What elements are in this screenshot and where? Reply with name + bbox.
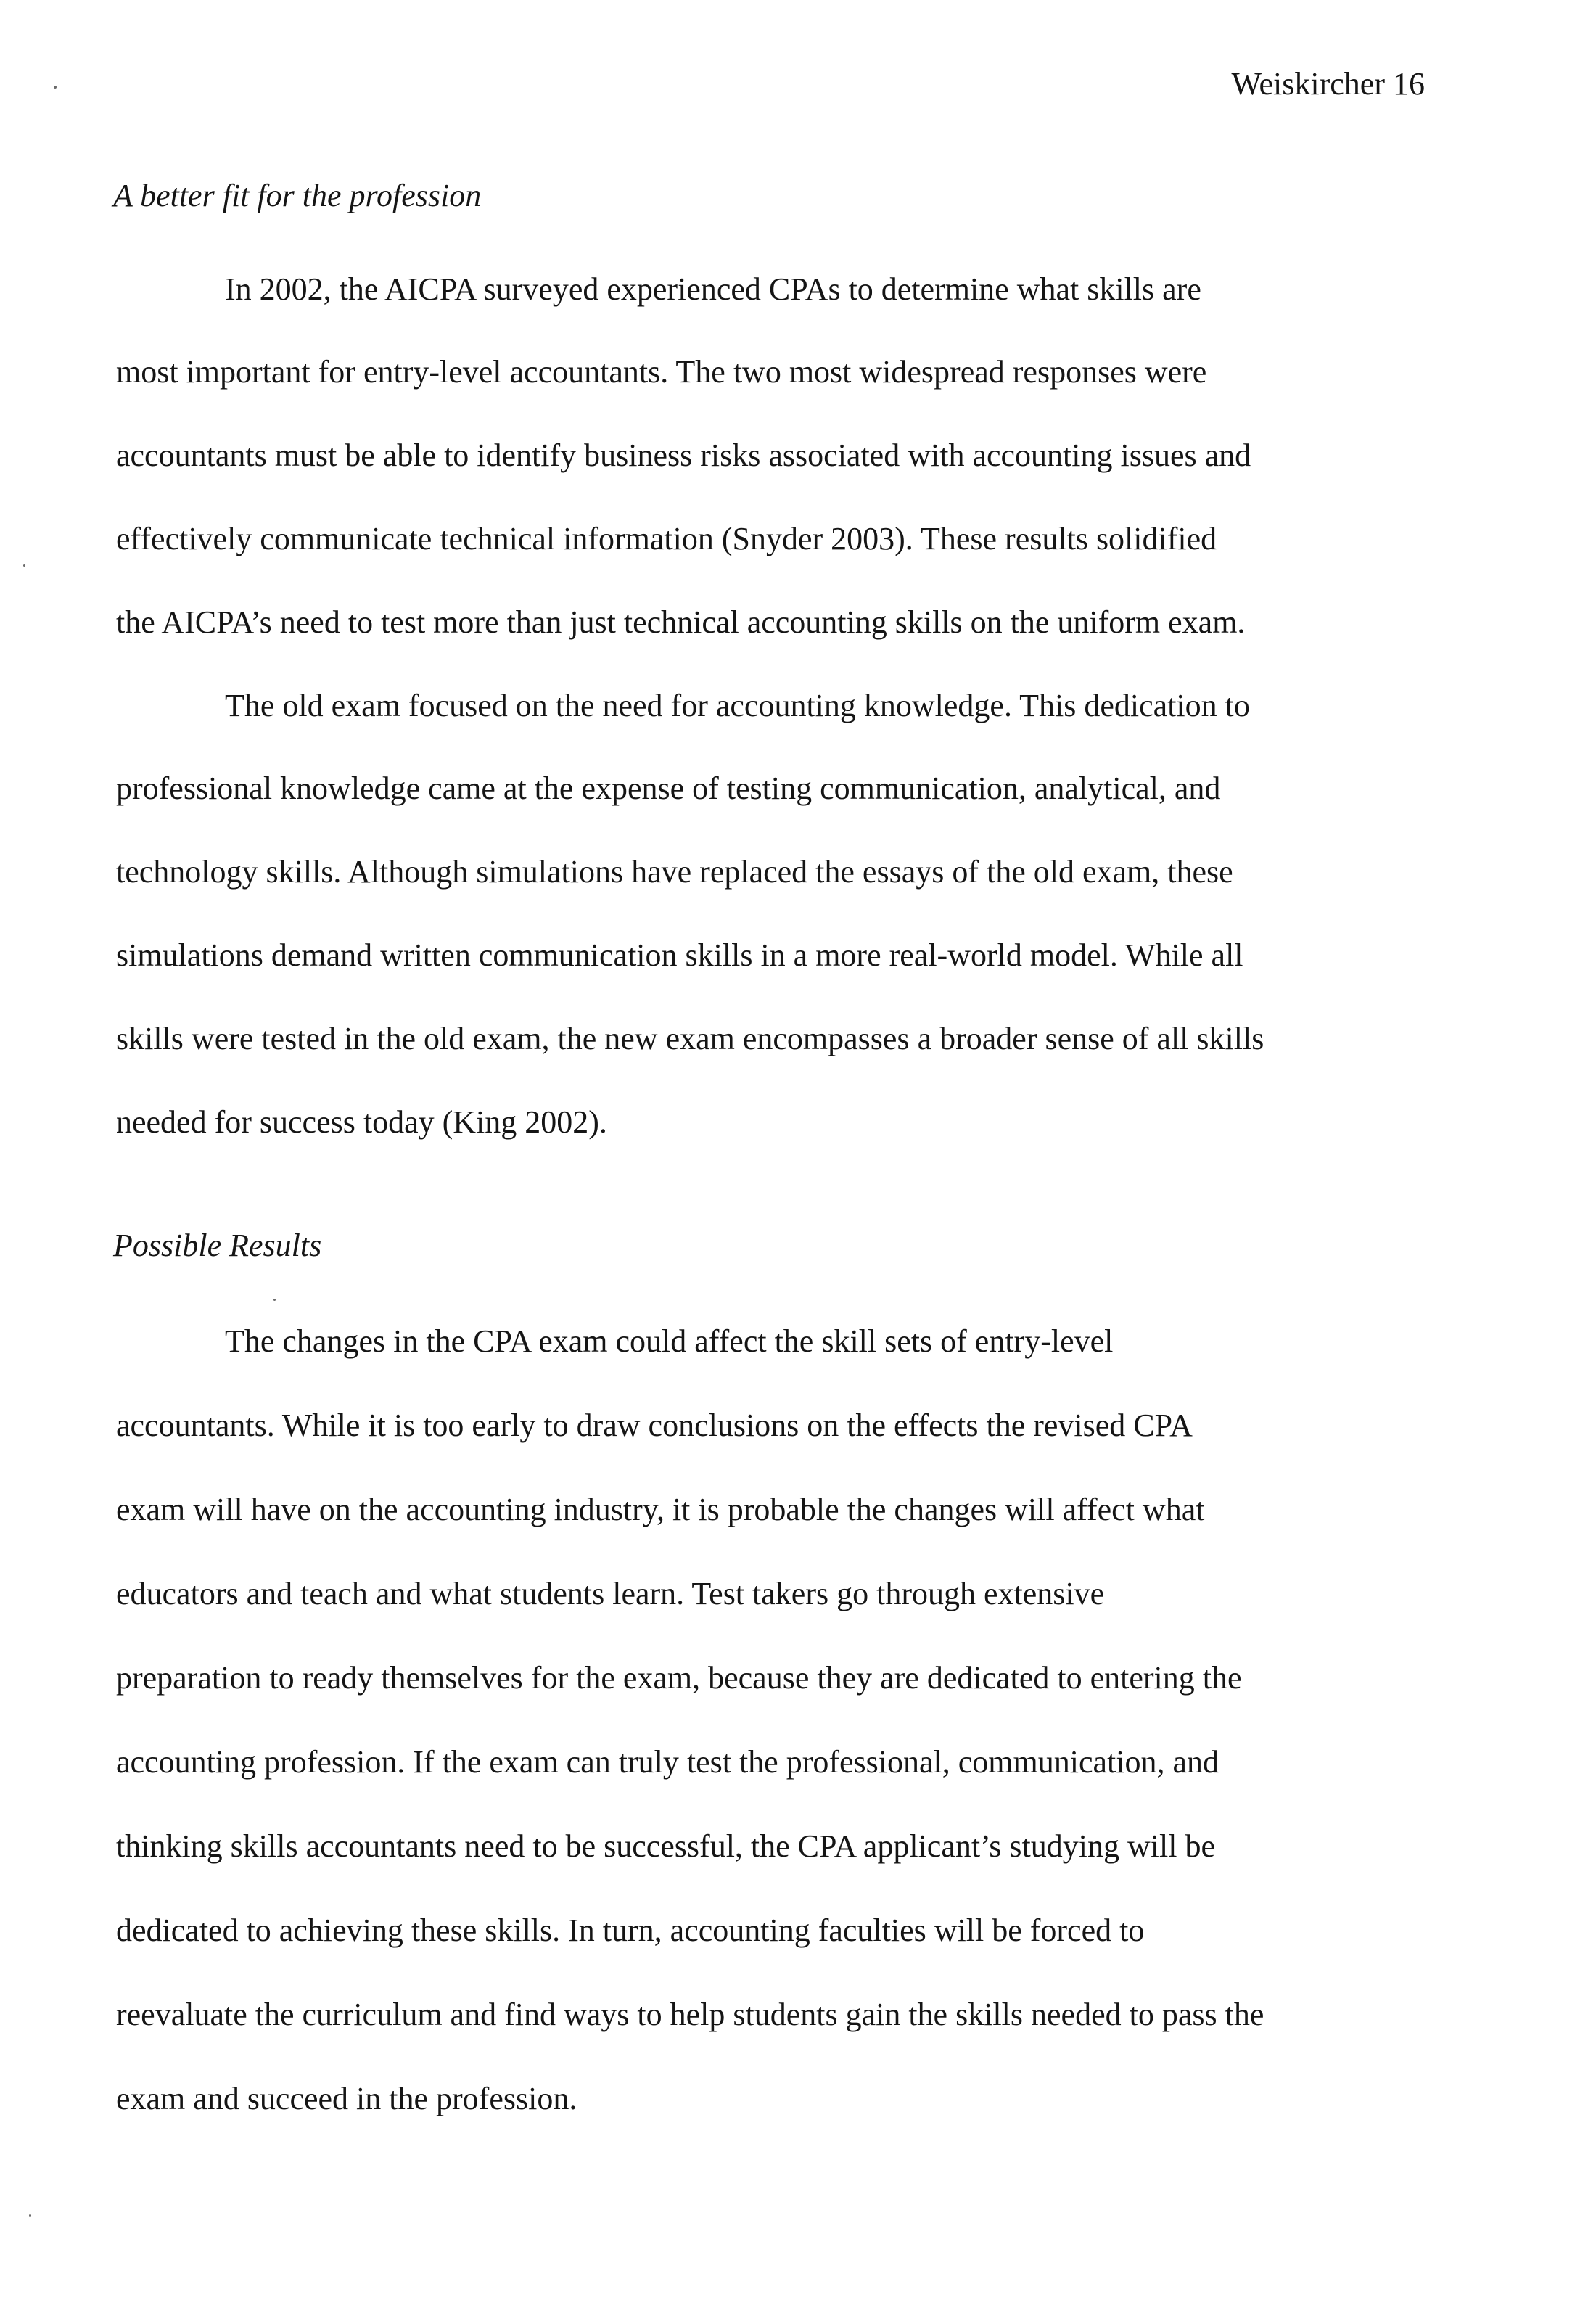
paragraph-line: most important for entry-level accountants. The two most widespread responses were <box>116 354 1207 390</box>
paragraph-line: exam will have on the accounting industry, it is probable the changes will affect what <box>116 1492 1205 1527</box>
paragraph-line: The old exam focused on the need for accounting knowledge. This dedication to <box>225 688 1250 723</box>
section-heading-better-fit: A better fit for the profession <box>113 178 482 213</box>
paragraph-line: thinking skills accountants need to be successful, the CPA applicant’s studying will be <box>116 1828 1215 1864</box>
scan-speck <box>273 1299 276 1301</box>
scan-speck <box>29 2214 31 2217</box>
paragraph-line: skills were tested in the old exam, the new exam encompasses a broader sense of all skills <box>116 1021 1264 1056</box>
paragraph-line: needed for success today (King 2002). <box>116 1104 607 1140</box>
paragraph-line: accounting profession. If the exam can truly test the professional, communication, and <box>116 1744 1219 1780</box>
scan-speck <box>23 564 25 567</box>
paragraph-line: professional knowledge came at the expense of testing communication, analytical, and <box>116 771 1221 806</box>
paragraph-line: In 2002, the AICPA surveyed experienced CPAs to determine what skills are <box>225 271 1201 307</box>
paragraph-line: The changes in the CPA exam could affect the skill sets of entry-level <box>225 1323 1114 1359</box>
paragraph-line: simulations demand written communication skills in a more real-world model. While all <box>116 937 1243 973</box>
scan-speck <box>54 86 57 89</box>
paragraph-line: the AICPA’s need to test more than just technical accounting skills on the uniform exam. <box>116 604 1246 640</box>
paragraph-line: technology skills. Although simulations have replaced the essays of the old exam, these <box>116 854 1233 890</box>
running-head: Weiskircher 16 <box>1231 66 1425 102</box>
paragraph-line: accountants must be able to identify business risks associated with accounting issues and <box>116 437 1251 473</box>
paragraph-line: reevaluate the curriculum and find ways to help students gain the skills needed to pass the <box>116 1997 1264 2032</box>
section-heading-possible-results: Possible Results <box>113 1228 322 1263</box>
paragraph-line: dedicated to achieving these skills. In turn, accounting faculties will be forced to <box>116 1913 1145 1948</box>
paragraph-line: accountants. While it is too early to draw conclusions on the effects the revised CPA <box>116 1408 1193 1443</box>
paragraph-line: preparation to ready themselves for the exam, because they are dedicated to entering the <box>116 1660 1242 1696</box>
paragraph-line: educators and teach and what students learn. Test takers go through extensive <box>116 1576 1105 1611</box>
paragraph-line: effectively communicate technical information (Snyder 2003). These results solidified <box>116 521 1217 556</box>
paragraph-line: exam and succeed in the profession. <box>116 2081 577 2116</box>
